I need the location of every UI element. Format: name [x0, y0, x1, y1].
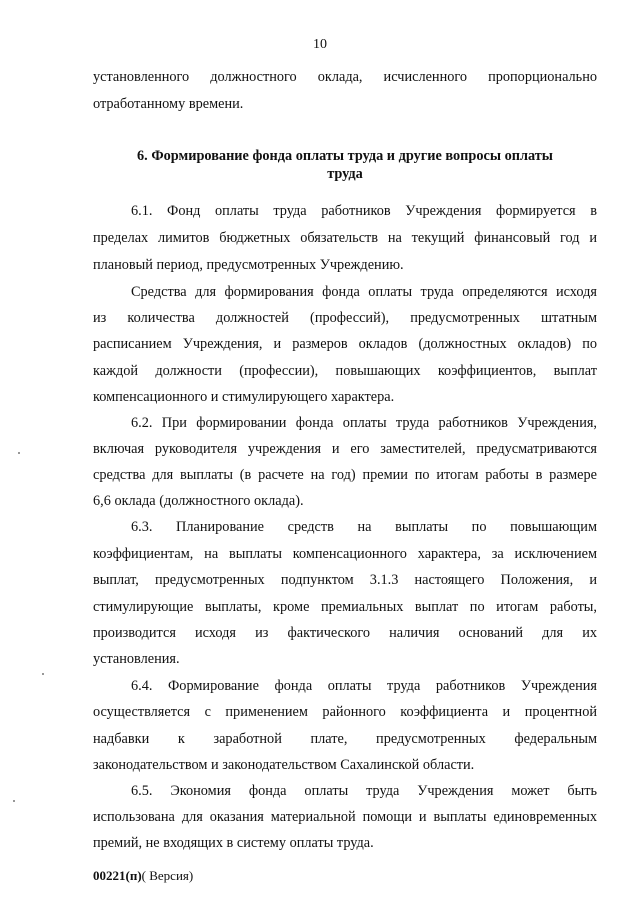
paragraph-line: 6.1. Фонд оплаты труда работников Учреждения формируется в [131, 203, 597, 219]
intro-line: отработанному времени. [93, 96, 244, 112]
paragraph-line: 6.4. Формирование фонда оплаты труда работников Учреждения [131, 678, 597, 694]
version-label: ( Версия) [141, 868, 194, 883]
paragraph-line: использована для оказания материальной помощи и выплаты единовременных [93, 809, 597, 825]
paragraph-line: 6.2. При формировании фонда оплаты труда работников Учреждения, [131, 415, 597, 431]
scan-speck [13, 800, 15, 802]
paragraph-line: плановый период, предусмотренных Учреждению. [93, 257, 404, 273]
scan-speck [42, 673, 44, 675]
paragraph-line: Средства для формирования фонда оплаты труда определяются исходя [131, 284, 597, 300]
paragraph-line: установления. [93, 651, 180, 667]
paragraph-line: из количества должностей (профессий), предусмотренных штатным [93, 310, 597, 326]
paragraph-line: компенсационного и стимулирующего характера. [93, 389, 395, 405]
paragraph-line: коэффициентам, на выплаты компенсационного характера, за исключением [93, 546, 597, 562]
paragraph-line: премий, не входящих в систему оплаты труда. [93, 835, 374, 851]
paragraph-line: включая руководителя учреждения и его заместителей, предусматриваются [93, 441, 597, 457]
paragraph-line: каждой должности (профессии), повышающих коэффициентов, выплат [93, 363, 597, 379]
paragraph-line: средства для выплаты (в расчете на год) премии по итогам работы в размере [93, 467, 597, 483]
section-title: 6. Формирование фонда оплаты труда и другие вопросы оплаты [137, 148, 553, 164]
paragraph-line: 6,6 оклада (должностного оклада). [93, 493, 304, 509]
document-code: 00221(п) [93, 868, 142, 883]
paragraph-line: надбавки к заработной плате, предусмотренных федеральным [93, 731, 597, 747]
intro-line: установленного должностного оклада, исчисленного пропорционально [93, 69, 597, 85]
paragraph-line: 6.5. Экономия фонда оплаты труда Учреждения может быть [131, 783, 597, 799]
paragraph-line: производится исходя из фактического наличия оснований для их [93, 625, 597, 641]
scan-speck [18, 452, 20, 454]
paragraph-line: пределах лимитов бюджетных обязательств на текущий финансовый год и [93, 230, 597, 246]
page-number: 10 [313, 37, 327, 52]
paragraph-line: законодательством и законодательством Сахалинской области. [93, 757, 475, 773]
paragraph-line: расписанием Учреждения, и размеров окладов (должностных окладов) по [93, 336, 597, 352]
footer-code [93, 868, 193, 884]
paragraph-line: стимулирующие выплаты, кроме премиальных выплат по итогам работы, [93, 599, 597, 615]
paragraph-line: выплат, предусмотренных подпунктом 3.1.3 настоящего Положения, и [93, 572, 597, 588]
section-title: труда [327, 166, 363, 182]
paragraph-line: 6.3. Планирование средств на выплаты по повышающим [131, 519, 597, 535]
paragraph-line: осуществляется с применением районного коэффициента и процентной [93, 704, 597, 720]
